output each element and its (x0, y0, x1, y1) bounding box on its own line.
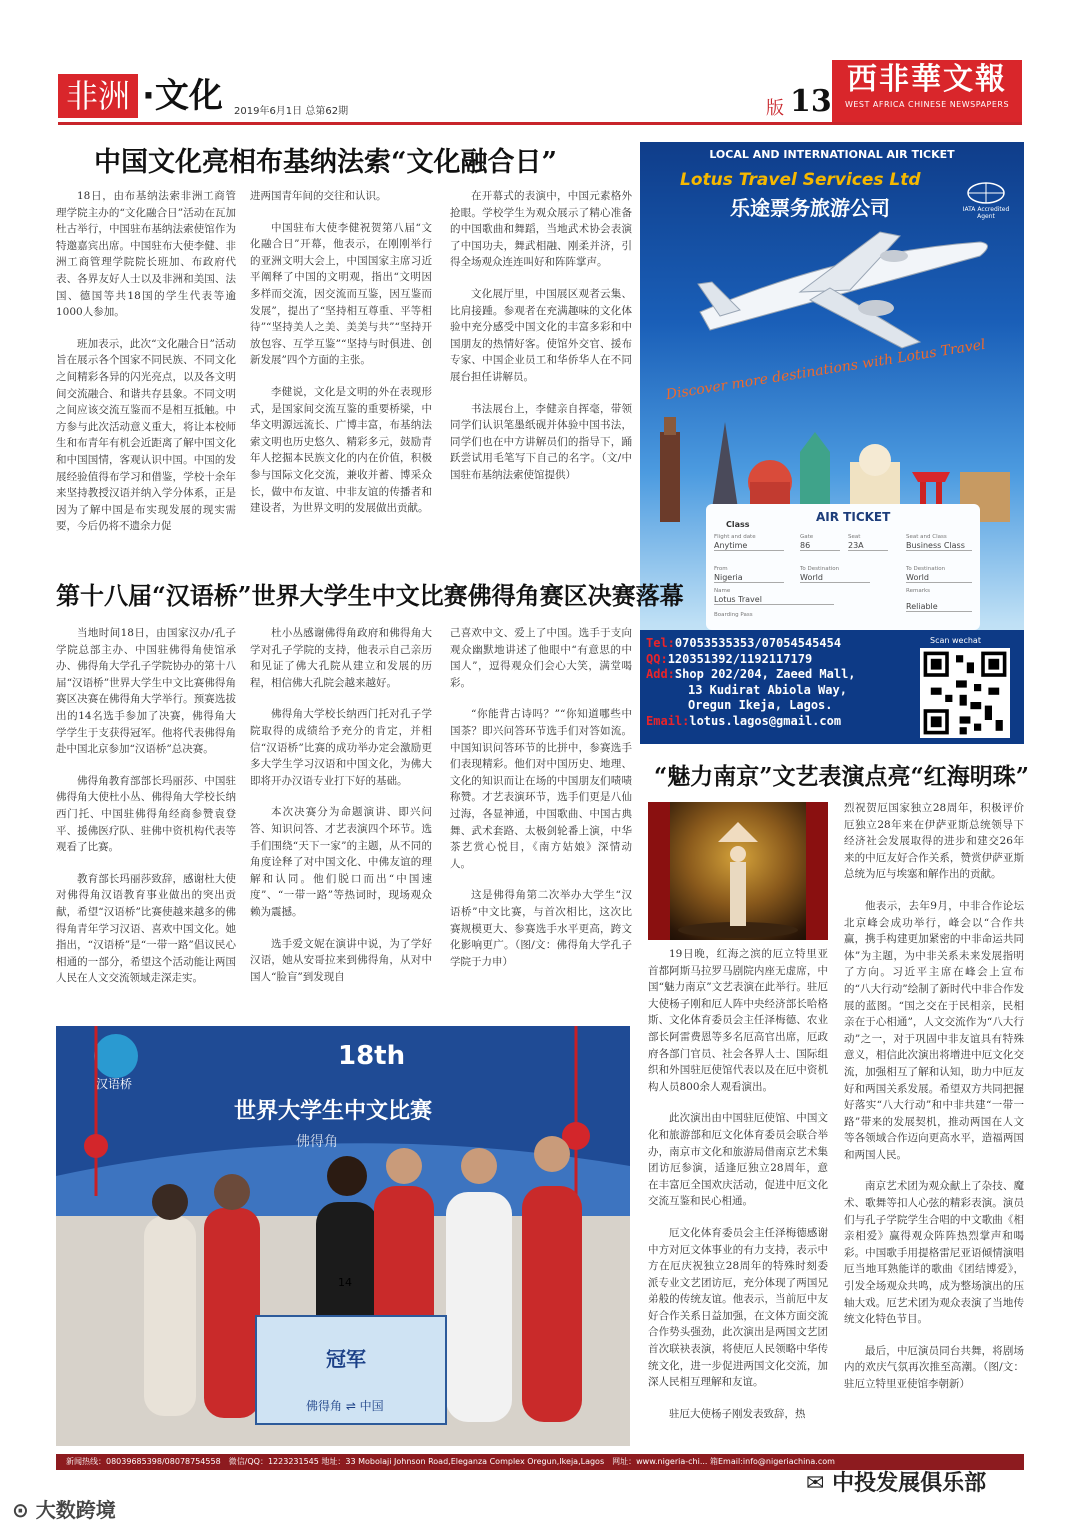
ticket-remarks-label: Remarks (906, 588, 930, 594)
article1-column-1 (56, 188, 236, 553)
address-line-2: 13 Kudirat Abiola Way, (688, 682, 847, 697)
ad-contact-info (646, 636, 856, 729)
paragraph: 厄文化体育委员会主任泽梅德感谢中方对厄文体事业的有力支持，表示中方在厄庆祝独立28周年的特殊时刻委派专业文艺团访厄，充分体现了两国兄弟般的传统友谊。他表示，当前厄中友好合作关系日益加强，在文体方面交流合作势头强劲，此次演出是两国文艺团首次联袂表演，将使厄人民领略中华传统文化，进一步促进两国文化交流，加深人民相互理解和友谊。 (648, 1226, 828, 1389)
scan-wechat-label: Scan wechat (930, 636, 981, 645)
logo-en: WEST AFRICA CHINESE NEWSPAPERS (844, 100, 1010, 109)
ticket-flight-label: Flight and date (714, 534, 756, 540)
address-label: Add: (646, 667, 675, 681)
address-line-3: Oregun Ikeja, Lagos. (688, 698, 833, 712)
watermark-left-text: 大数跨境 (35, 1498, 116, 1522)
ticket-to2-label: To Destination (906, 566, 946, 572)
paragraph: 进两国青年间的交往和认识。 (250, 190, 387, 202)
article2-column-1 (56, 625, 236, 1020)
iata-label: IATA Accredited Agent (962, 206, 1010, 220)
issue-date: 2019年6月1日 总第62期 (234, 106, 349, 117)
board-bottom: 佛得角 ⇌ 中国 (306, 1399, 384, 1413)
ticket-to-label: To Destination (800, 566, 840, 572)
ticket-to: World (800, 573, 870, 583)
wechat-icon: ✉ (806, 1471, 833, 1496)
paragraph: “你能背古诗吗？”“你知道哪些中国茶？即兴问答环节选手们对答如流。中国知识问答环节的比拼中，参赛选手们表现精彩。他们对中国历史、地理、文化的知识而让在场的中国朋友们啧啧称赞。才艺表演环节，选手们更是八仙过海，各显神通，中国歌曲、中国古典舞、武术套路、太极剑轮番上演，中华茶艺赏心悦目，《南方姑娘》深情动人。 (450, 708, 632, 870)
paragraph: 他表示，去年9月，中非合作论坛北京峰会成功举行，峰会以“合作共赢，携手构建更加紧密的中非命运共同体”为主题，为中非关系未来发展指明了方向。习近平主席在峰会上宣布的“八大行动”绘制了新时代中非合作发展的蓝图。“国之交在于民相亲，民相亲在于心相通”，人文交流作为“八大行动”之一，对于巩固中非友谊具有特殊意义，相信此次演出将增进中厄文化交流，加强相互了解和认知，助力中厄友好和两国关系发展。希望双方共同把握好落实“八大行动”和中非共建“一带一路”带来的发展契机，推动两国在人文等各领域合作迈向更高水平，造福两国和两国人民。 (844, 899, 1024, 1161)
article3-column-left (648, 946, 828, 1438)
ad-top-line: LOCAL AND INTERNATIONAL AIR TICKET (709, 148, 955, 161)
ticket-title: AIR TICKET (816, 510, 891, 524)
ticket-seatclass: Business Class (906, 541, 972, 551)
article2-column-3 (450, 625, 632, 1020)
paragraph: 教育部长玛丽莎致辞，感谢杜大使对佛得角汉语教育事业做出的突出贡献，希望“汉语桥”比赛使越来越多的佛得角青年学习汉语、喜欢中国文化。她指出，“汉语桥”是“一带一路”倡议民心相通的一部分，希望这个活动能让两国人民在人文交流领域走深走实。 (56, 872, 236, 985)
section-label-culture: ·文化 (142, 76, 223, 116)
board-title: 冠军 (326, 1347, 366, 1371)
ticket-remarks: Reliable (906, 602, 972, 612)
paragraph: 当地时间18日，由国家汉办/孔子学院总部主办、中国驻佛得角使馆承办、佛得角大学孔子学院协办的第十八届“汉语桥”世界大学生中文比赛佛得角赛区决赛在佛得角大学举行。预赛选拔出的14名选手参加了决赛，佛得角大学学生于支获得冠军。他将代表佛得角赴中国北京参加“汉语桥”总决赛。 (56, 627, 236, 756)
article2-headline: 第十八届“汉语桥”世界大学生中文比赛佛得角赛区决赛落幕 (56, 581, 684, 610)
ad-company-cn: 乐途票务旅游公司 (730, 196, 890, 220)
paragraph: 南京艺术团为观众献上了杂技、魔术、歌舞等扣人心弦的精彩表演。演员们与孔子学院学生合唱的中文歌曲《相亲相爱》赢得观众阵阵热烈掌声和喝彩。中国歌手用提格雷尼亚语倾情演唱厄当地耳熟能详的歌曲《团结博爱》，引发全场观众共鸣，成为整场演出的压轴大戏。厄艺术团为观众表演了当地传统文化特色节目。 (844, 1180, 1024, 1326)
ticket-seatclass-label: Seat and Class (906, 534, 947, 540)
paragraph: 选手爱文妮在演讲中说，为了学好汉语，她从安哥拉来到佛得角，从对中国人“脸盲”到发现自 (250, 937, 432, 983)
ticket-flight: Anytime (714, 541, 784, 551)
paragraph: 中国驻布大使李健祝贺第八届“文化融合日”开幕，他表示，在刚刚举行的亚洲文明大会上，中国国家主席习近平阐释了中国的文明观，指出“文明因多样而交流，因交流而互鉴，因互鉴而发展”，提出了“坚持相互尊重、平等相待”“坚持美人之美、美美与共”“坚持开放包容、互学互鉴”“坚持与时俱进、创新发展”四个方面的主张。 (250, 221, 432, 367)
ad-company-en: Lotus Travel Services Ltd (680, 170, 921, 190)
footer-contact-bar: 新闻热线：08039685398/08078754558 微信/QQ：1223231545 地址：33 Mobolaji Johnson Road,Eleganza Complex Oregun,Ikeja,Lagos 网址：www.nigeria-chi... 箱Email:info@nigeriachina.com (56, 1454, 1024, 1470)
paragraph: 驻厄大使杨子刚发表致辞，热 (669, 1407, 806, 1420)
paragraph: 烈祝贺厄国家独立28周年，积极评价厄独立28年来在伊萨亚斯总统领导下经济社会发展取得的进步和建交26年来的中厄友好合作关系，赞赏伊萨亚斯总统为厄与埃塞和解作出的贡献。 (844, 802, 1024, 881)
banner-subtitle: 佛得角 (296, 1134, 338, 1150)
ad-slogan: Discover more destinations with Lotus Travel (664, 336, 987, 404)
page-label: 版 (766, 98, 784, 119)
watermark-logo-icon: ⊙ (12, 1498, 36, 1522)
email: lotus.lagos@gmail.com (689, 713, 842, 728)
ticket-name-label: Name (714, 588, 731, 594)
ticket-class-label: Class (726, 520, 750, 529)
article1-column-2 (250, 188, 432, 553)
paragraph: 佛得角大学校长纳西门托对孔子学院取得的成绩给予充分的肯定，并相信“汉语桥”比赛的成功举办定会激励更多大学生学习汉语和中国文化，为佛大即将开办汉语专业打下好的基础。 (250, 708, 432, 787)
article1-headline: 中国文化亮相布基纳法索“文化融合日” (94, 147, 558, 178)
address-line-1: Shop 202/204, Zaeed Mall, (674, 667, 856, 681)
paragraph: 在开幕式的表演中，中国元素格外抢眼。学校学生为观众展示了精心准备的中国歌曲和舞蹈，当地武术协会表演了中国功夫，舞武相融、刚柔并济，引得全场观众连连叫好和阵阵掌声。 (450, 190, 632, 269)
ticket-seat: 23A (848, 541, 888, 551)
qr-code-icon (920, 648, 1010, 738)
article3-column-right (844, 800, 1024, 1440)
paragraph: 本次决赛分为命题演讲、即兴问答、知识问答、才艺表演四个环节。选手们围绕“天下一家”的主题，从不同的角度诠释了对中国文化、中佛友谊的理解和认同。他们脱口而出“中国速度”、“一带一路”等热词时，现场观众赖为震撼。 (250, 806, 432, 918)
section-label-africa: 非洲 (58, 74, 138, 118)
qq-number: 120351392/1192117179 (667, 651, 813, 666)
ticket-from-label: From (714, 566, 728, 572)
tel-label: Tel: (646, 636, 675, 650)
paragraph: 佛得角教育部部长玛丽莎、中国驻佛得角大使杜小丛、佛得角大学校长纳西门托、中国驻佛得角经商参赞袁登平、援佛医疗队、驻佛中资机构代表等观看了比赛。 (56, 774, 236, 854)
banner-edition: 18th (338, 1041, 406, 1071)
article3-headline: “魅力南京”文艺表演点亮“红海明珠” (654, 763, 1029, 790)
paragraph: 班加表示，此次“文化融合日”活动旨在展示各个国家不同民族、不同文化之间精彩各异的闪光亮点，以及各文明间交流融合、和谐共存县象。不同文明之间应该交流互鉴而不是相互抵触。中方参与此次活动意义重大，将让本校师生和布青年有机会近距离了解中国文化和中国国情，客观认识中国。中国的发展经验值得布学习和借鉴，学校十余年来坚持教授汉语并纳入学分体系，正是因为了解中国是布实现发展的现实需要，今后仍将不遗余力促 (56, 337, 236, 533)
email-label: Email: (646, 713, 690, 728)
ticket-name: Lotus Travel (714, 595, 834, 605)
qq-label: QQ: (646, 651, 668, 666)
group-photo-illustration (56, 1026, 630, 1446)
paragraph: 杜小丛感谢佛得角政府和佛得角大学对孔子学院的支持，他表示自己亲历和见证了佛大孔院从建立和发展的历程，相信佛大孔院会越来越好。 (250, 627, 432, 689)
article2-column-2 (250, 625, 432, 1020)
travel-advertisement (640, 142, 1024, 744)
contestant-tag: 14 (338, 1276, 352, 1289)
airplane-icon (680, 212, 1000, 362)
article1-column-3 (450, 188, 632, 553)
hanyuqiao-group-photo (56, 1026, 630, 1446)
paragraph: 18日，由布基纳法索非洲工商管理学院主办的“文化融合日”活动在瓦加杜古举行，中国驻布基纳法索使馆作为特邀嘉宾出席。中国驻布大使李健、非洲工商管理学院院长班加、布政府代表、各界友好人士以及非洲和美国、法国、德国等共18国的学生代表等逾1000人参加。 (56, 190, 236, 319)
newspaper-logo (832, 60, 1022, 122)
paragraph: 文化展厅里，中国展区观者云集、比肩接踵。参观者在充满趣味的文化体验中充分感受中国文化的丰富多彩和中国朋友的热情好客。使馆外交官、援布专家、中国企业员工和华侨华人在不同展台担任讲解员。 (450, 287, 632, 383)
iata-globe-icon (966, 182, 1006, 204)
banner-title: 世界大学生中文比赛 (234, 1099, 433, 1124)
logo-cn: 西非華文報 (847, 62, 1007, 97)
paragraph: 19日晚，红海之滨的厄立特里亚首都阿斯马拉罗马剧院内座无虚席，中国“魅力南京”文艺表演在此举行。驻厄大使杨子刚和厄人阵中央经济部长哈格斯、文化体育委员会主任泽梅德、农业部长阿雷费恩等多名厄高官出席，厄政府各部门官员、社会各界人士、国际组织和外国驻厄使馆代表以及在厄中资机构人员800余人观看演出。 (648, 948, 828, 1093)
ticket-gate-label: Gate (800, 534, 814, 540)
ticket-from: Nigeria (714, 573, 784, 583)
watermark-right-text: 中投发展俱乐部 (832, 1471, 987, 1496)
bridge-logo-label: 汉语桥 (96, 1077, 133, 1091)
header-rule (58, 122, 1022, 125)
paragraph: 己喜欢中文、爱上了中国。选手于支向观众幽默地讲述了他眼中“有意思的中国人”，逗得观众们会心大笑，满堂喝彩。 (450, 627, 632, 689)
ticket-gate: 86 (800, 541, 840, 551)
paragraph: 最后，中厄演员同台共舞，将剧场内的欢庆气氛再次推至高潮。（图/文：驻厄立特里亚使馆李朝新） (844, 1344, 1024, 1390)
page-number: 13 (790, 84, 832, 119)
air-ticket-graphic (706, 504, 980, 630)
ticket-boarding-label: Boarding Pass (714, 612, 753, 618)
stage-performer-illustration (648, 802, 828, 940)
paragraph: 此次演出由中国驻厄使馆、中国文化和旅游部和厄文化体育委员会联合举办，南京市文化和旅游局借南京艺术集团访厄参演，适逢厄独立28周年，意在丰富厄全国欢庆活动，促进中厄文化交流互鉴和民心相通。 (648, 1112, 828, 1208)
tel-number: 07053535353/07054545454 (674, 636, 842, 650)
watermark-left (12, 1494, 116, 1523)
ticket-to2: World (906, 573, 972, 583)
paragraph: 这是佛得角第二次举办大学生“汉语桥”中文比赛，与首次相比，这次比赛规模更大、参赛选手水平更高，跨文化影响更广。（图/文：佛得角大学孔子学院于力申） (450, 889, 632, 968)
paragraph: 李健说，文化是文明的外在表现形式，是国家间交流互鉴的重要桥梁，中华文明源远流长、广博丰富，布基纳法索文明也历史悠久、精彩多元，鼓励青年人挖掘本民族文化的内在价值，积极参与国际文化交流，兼收并蓄、博采众长，做中布友谊、中非友谊的传播者和建设者，为世界文明的发展做出贡献。 (250, 385, 432, 515)
bridge-logo-icon (94, 1034, 138, 1078)
watermark-right (806, 1466, 986, 1497)
paragraph: 书法展台上，李健亲自挥毫，带领同学们认识笔墨纸砚并体验中国书法，同学们也在中方讲解员们的指导下，踊跃尝试用毛笔写下自己的名字。（文/中国驻布基纳法索使馆提供） (450, 402, 632, 481)
nanjing-performance-photo (648, 802, 828, 940)
ticket-seat-label: Seat (848, 534, 861, 540)
